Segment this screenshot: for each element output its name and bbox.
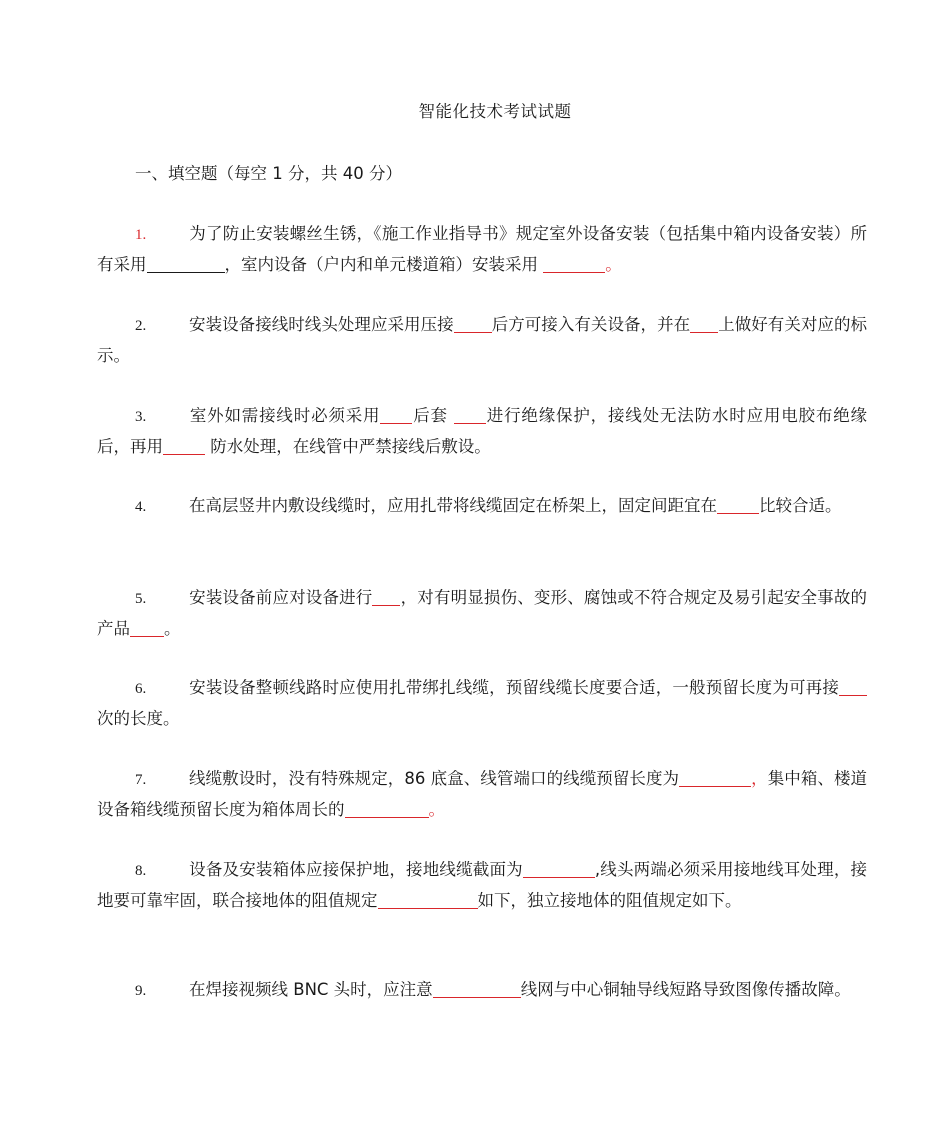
question-text: 在焊接视频线 BNC 头时，应注意 <box>189 980 433 999</box>
question-6 <box>97 673 867 734</box>
question-number: 9. <box>135 983 147 999</box>
question-text: 后方可接入有关设备，并在 <box>491 315 691 334</box>
question-7 <box>97 764 867 825</box>
answer-blank[interactable] <box>717 495 759 514</box>
question-text: 为了防止安装螺丝生锈，《施工作业指导书》规定室外设备安装（包括集中箱内设备安装）所有采用 <box>97 224 867 274</box>
question-text: 。 <box>605 255 622 274</box>
question-number: 8. <box>135 863 147 879</box>
question-text: 线网与中心铜轴导线短路导致图像传播故障。 <box>520 980 851 999</box>
answer-blank[interactable] <box>679 768 751 787</box>
question-text: 如下，独立接地体的阻值规定如下。 <box>477 891 742 910</box>
question-number: 5. <box>135 591 147 607</box>
document-title: 智能化技术考试试题 <box>418 102 572 121</box>
answer-blank[interactable] <box>130 618 164 637</box>
question-text: 防水处理，在线管中严禁接线后敷设。 <box>210 437 491 456</box>
question-text: 。 <box>428 800 445 819</box>
question-text: ，对有明显损伤、变形、腐蚀或不符合规定及易引起安全事故的产品 <box>97 588 868 638</box>
question-text: 安装设备接线时线头处理应采用压接 <box>189 315 454 334</box>
question-text: 室外如需接线时必须采用 <box>189 406 381 425</box>
answer-blank[interactable] <box>378 890 478 909</box>
answer-blank[interactable] <box>523 859 595 878</box>
question-text: 安装设备整顿线路时应使用扎带绑扎线缆，预留线缆长度要合适，一般预留长度为可再接 <box>189 678 839 697</box>
question-text: 次的长度。 <box>97 709 180 728</box>
answer-blank[interactable] <box>433 979 521 998</box>
question-4 <box>97 491 867 522</box>
answer-blank[interactable] <box>690 314 718 333</box>
question-text: 后套 <box>412 406 448 425</box>
answer-blank[interactable] <box>839 677 867 696</box>
question-3 <box>97 401 867 462</box>
question-8 <box>97 855 867 916</box>
question-number: 2. <box>135 318 147 334</box>
question-9 <box>97 975 867 1006</box>
question-text: 。 <box>164 619 181 638</box>
section-heading: 一、填空题（每空 1 分，共 40 分） <box>135 164 402 183</box>
answer-blank[interactable] <box>372 587 400 606</box>
question-text: 设备及安装箱体应接保护地，接地线缆截面为 <box>189 860 523 879</box>
answer-blank[interactable] <box>454 405 486 424</box>
question-text: ，室内设备（户内和单元楼道箱）安装采用 <box>224 255 538 274</box>
question-text: ， <box>751 769 768 788</box>
question-text: 安装设备前应对设备进行 <box>189 588 373 607</box>
answer-blank[interactable] <box>163 436 205 455</box>
question-text: 比较合适。 <box>759 496 842 515</box>
question-text: ,线头两端必须采用接地线耳处理，接地要可靠牢固，联合接地体的阻值规定 <box>97 860 868 910</box>
answer-blank[interactable] <box>380 405 412 424</box>
answer-blank[interactable] <box>454 314 492 333</box>
answer-blank[interactable] <box>345 799 429 818</box>
question-text: 线缆敷设时，没有特殊规定，86 底盒、线管端口的线缆预留长度为 <box>189 769 680 788</box>
question-number: 1. <box>135 227 147 243</box>
question-number: 6. <box>135 681 147 697</box>
question-2 <box>97 310 867 371</box>
question-number: 3. <box>135 409 147 425</box>
answer-blank[interactable] <box>543 254 605 273</box>
question-1 <box>97 219 867 280</box>
question-text: 在高层竖井内敷设线缆时，应用扎带将线缆固定在桥架上，固定间距宜在 <box>189 496 717 515</box>
question-number: 7. <box>135 772 147 788</box>
question-number: 4. <box>135 499 147 515</box>
question-5 <box>97 583 867 644</box>
question-text: 集中箱、楼道设备箱线缆预留长度为箱体周长的 <box>97 769 868 819</box>
question-text: 上做好有关对应的标示。 <box>97 315 868 365</box>
question-text: 进行绝缘保护，接线处无法防水时应用电胶布绝缘后，再用 <box>97 406 868 456</box>
answer-blank[interactable] <box>147 254 225 273</box>
